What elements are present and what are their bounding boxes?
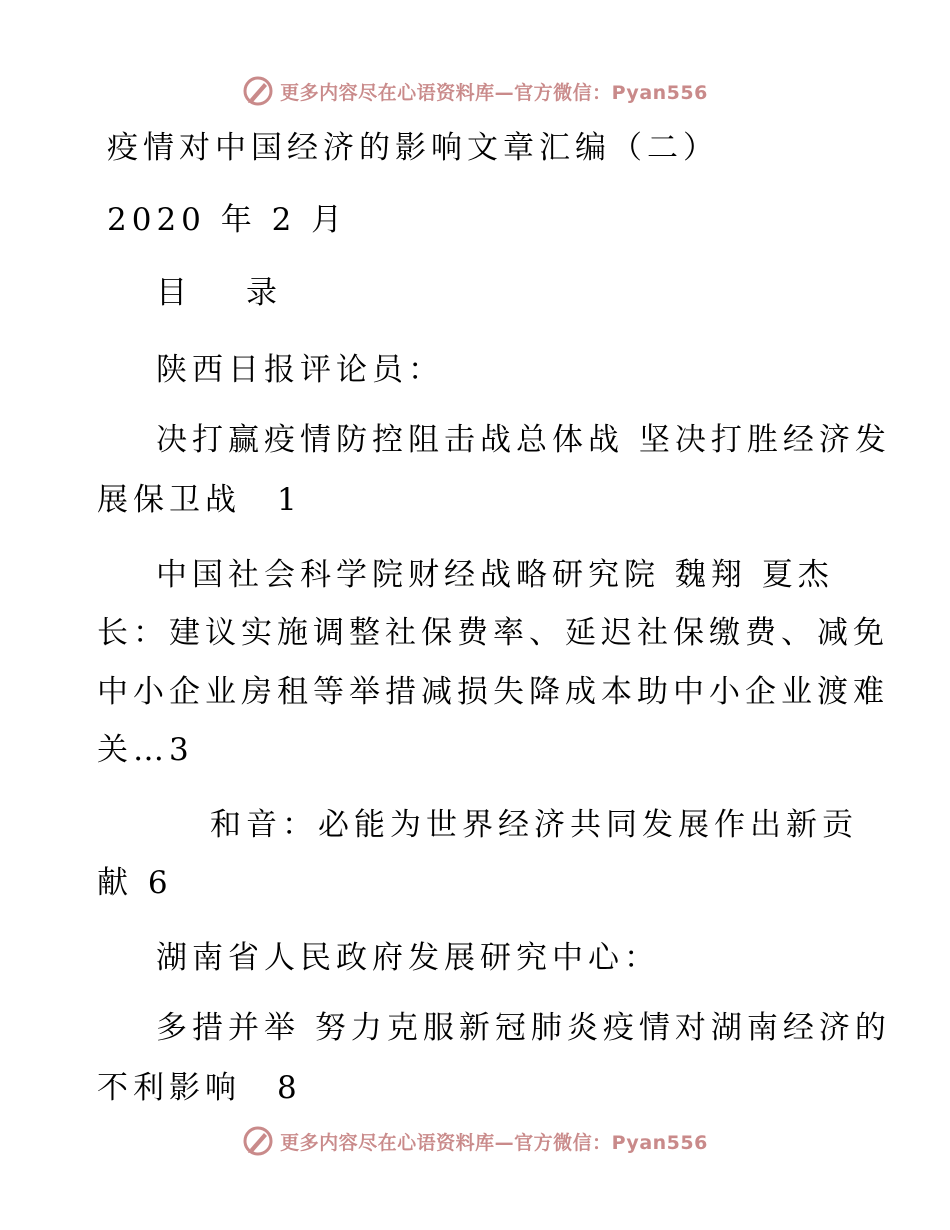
toc-line: 决打赢疫情防控阻击战总体战 坚决打胜经济发 (156, 422, 891, 458)
toc-line: 关…3 (97, 732, 194, 768)
toc-heading: 目 录 (156, 275, 291, 311)
document-date: 2020 年 2 月 (107, 202, 348, 238)
toc-line: 湖南省人民政府发展研究中心： (156, 940, 660, 976)
document-title: 疫情对中国经济的影响文章汇编（二） (107, 130, 719, 166)
toc-line: 和音：必能为世界经济共同发展作出新贡 (210, 807, 858, 843)
toc-line: 中国社会科学院财经战略研究院 魏翔 夏杰 (156, 557, 834, 593)
toc-line: 中小企业房租等举措减损失降成本助中小企业渡难 (97, 674, 889, 710)
toc-line: 献 6 (97, 865, 173, 901)
toc-line: 不利影响 8 (97, 1070, 302, 1106)
pen-logo-icon (242, 1125, 274, 1157)
toc-line: 长：建议实施调整社保费率、延迟社保缴费、减免 (97, 615, 889, 651)
toc-line: 陕西日报评论员： (156, 352, 444, 388)
watermark-footer (0, 1121, 950, 1161)
watermark-header (0, 71, 950, 111)
toc-line: 展保卫战 1 (97, 482, 302, 518)
pen-logo-icon (242, 75, 274, 107)
watermark-text: 更多内容尽在心语资料库—官方微信：Pyan556 (280, 1131, 708, 1154)
watermark-text: 更多内容尽在心语资料库—官方微信：Pyan556 (280, 81, 708, 104)
toc-line: 多措并举 努力克服新冠肺炎疫情对湖南经济的 (156, 1010, 891, 1046)
